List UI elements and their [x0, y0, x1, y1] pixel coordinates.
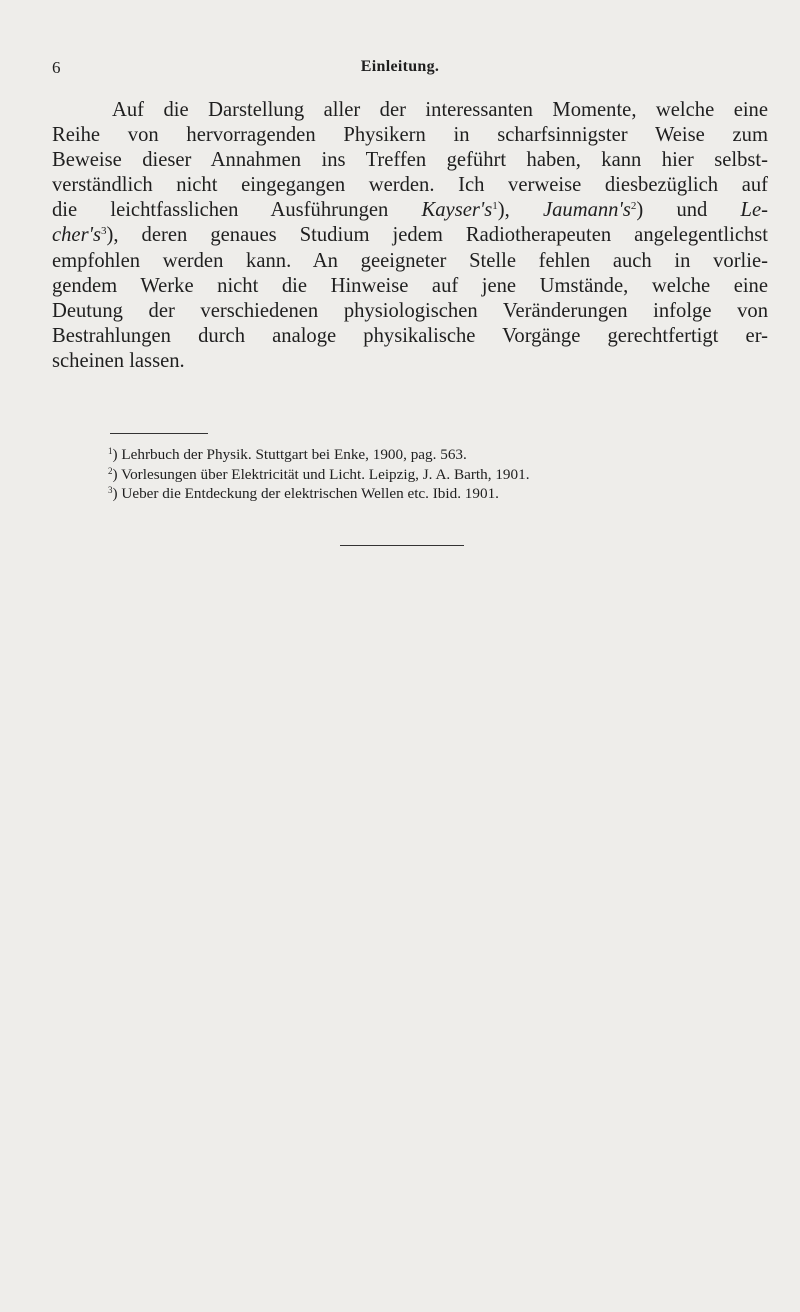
body-line: Auf die Darstellung aller der interessanten Momente, welche eine — [112, 99, 768, 121]
body-line: Beweise dieser Annahmen ins Treffen geführt haben, kann hier selbst- — [52, 149, 768, 172]
footnote — [108, 465, 758, 485]
footnotes — [108, 445, 758, 504]
author-name: Jaumann's — [542, 199, 631, 222]
author-name: Kayser's — [421, 199, 493, 222]
running-head — [0, 58, 800, 82]
author-name: Le- — [740, 199, 768, 222]
body-line: gendem Werke nicht die Hinweise auf jene Umstände, welche eine — [52, 274, 768, 297]
footnote — [108, 445, 758, 465]
footnote — [108, 484, 758, 504]
body-text-segment: ) und — [636, 199, 741, 222]
footnote-marker: 2 — [108, 465, 113, 476]
section-end-rule — [340, 545, 464, 546]
body-line: Deutung der verschiedenen physiologischen Veränderungen infolge von — [52, 299, 768, 322]
footnote-marker: 3 — [108, 485, 113, 495]
footnote-marker: 1 — [108, 446, 113, 456]
body-line — [52, 198, 768, 223]
footnote-reference: 2 — [630, 200, 637, 213]
body-line: Reihe von hervorragenden Physikern in scharfsinnigster Weise zum — [52, 124, 768, 147]
body-line: Bestrahlungen durch analoge physikalische Vorgänge gerechtfertigt er- — [52, 324, 768, 347]
footnote-divider — [110, 433, 208, 434]
footnote-reference: 3 — [101, 225, 107, 238]
body-line — [52, 223, 768, 248]
body-line: empfohlen werden kann. An geeigneter Stelle fehlen auch in vorlie- — [52, 249, 768, 272]
body-text-segment: die leichtfasslichen Ausführungen — [52, 199, 422, 222]
body-line: verständlich nicht eingegangen werden. Ich verweise diesbezüglich auf — [52, 174, 768, 197]
body-text-segment: ), deren genaues Studium jedem Radiotherapeuten angelegentlichst — [106, 224, 768, 247]
body-text-segment: ), — [497, 199, 543, 222]
running-title: Einleitung. — [360, 58, 440, 75]
footnote-text: ) Ueber die Entdeckung der elektrischen Wellen etc. Ibid. 1901. — [112, 485, 499, 502]
author-name: cher's — [52, 224, 102, 247]
page-number: 6 — [52, 58, 61, 77]
footnote-reference: 1 — [492, 200, 498, 213]
footnote-text: ) Vorlesungen über Elektricität und Licht. Leipzig, J. A. Barth, 1901. — [112, 465, 530, 483]
body-line: scheinen lassen. — [52, 349, 185, 372]
footnote-text: ) Lehrbuch der Physik. Stuttgart bei Enke, 1900, pag. 563. — [112, 446, 467, 463]
body-paragraph — [52, 98, 768, 374]
